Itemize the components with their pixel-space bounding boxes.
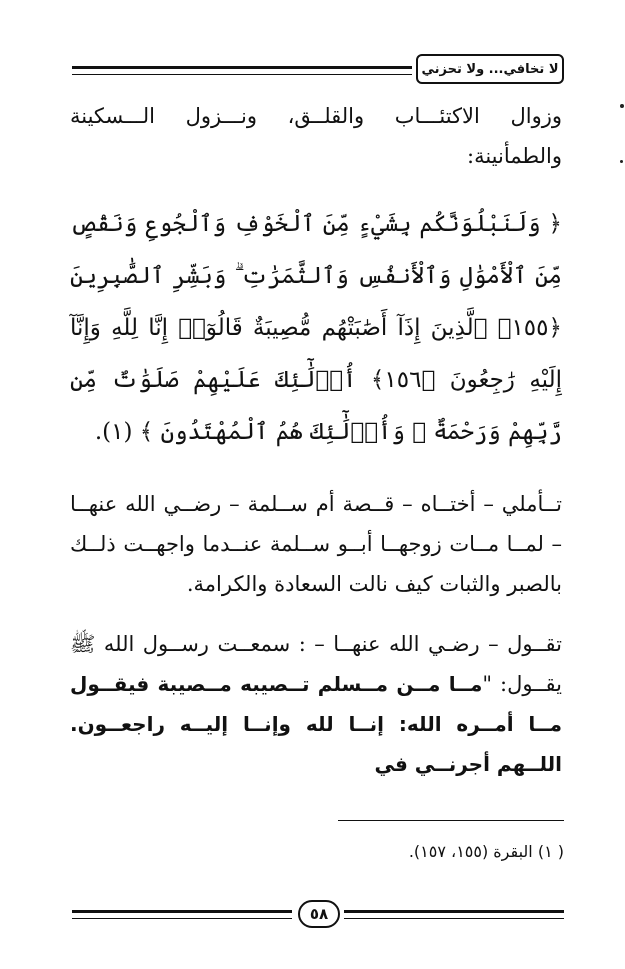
paragraph-hadith — [70, 624, 562, 784]
footer-rule — [72, 918, 292, 919]
footnote: ( ١) البقرة (١٥٥، ١٥٧). — [408, 842, 564, 861]
header-rule — [72, 66, 412, 69]
quran-verse: ﴿ وَلَنَبْلُوَنَّكُم بِشَيْءٍ مِّنَ ٱلْخَوْفِ وَٱلْجُوعِ وَنَقْصٍ مِّنَ ٱلْأَمْوَٰلِ وَٱلْأَنفُسِ وَٱلثَّمَرَٰتِ ۗ وَبَشِّرِ ٱلصَّٰبِرِينَ ﴿١٥٥﴾ ٱلَّذِينَ إِذَآ أَصَٰبَتْهُم مُّصِيبَةٌ قَالُوٓا۟ إِنَّا لِلَّهِ وَإِنَّآ إِلَيْهِ رَٰجِعُونَ ﴿١٥٦﴾ أُو۟لَٰٓئِكَ عَلَيْهِمْ صَلَوَٰتٌ مِّن رَّبِّهِمْ وَرَحْمَةٌ ۖ وَأُو۟لَٰٓئِكَ هُمُ ٱلْمُهْتَدُونَ ﴾ (١). — [70, 211, 563, 445]
hadith-intro: تقــول – رضـي الله عنهــا – : سمعــت رســول الله ﷺ يقــول: " — [70, 632, 563, 696]
paragraph-story: تــأملي – أختــاه – قــصة أم ســلمة – رضــي الله عنهــا – لمــا مــات زوجهــا أبــو ســلمة عنــدما واجهــت ذلــك بالصبر والثبات كيف نالت السعادة والكرامة. — [70, 492, 562, 596]
paragraph-intro: وزوال الاكتئـــاب والقلــق، ونـــزول الـــسكينة والطمأنينة: — [70, 104, 562, 168]
header-rule — [72, 74, 412, 75]
page-header — [72, 52, 564, 92]
running-title: لا تخافي... ولا تحزني — [416, 54, 564, 84]
page-footer — [72, 898, 564, 938]
margin-mark — [620, 160, 623, 163]
footer-rule — [344, 910, 564, 913]
page-body — [70, 96, 562, 784]
margin-mark — [620, 104, 624, 108]
footer-rule — [72, 910, 292, 913]
footer-rule — [344, 918, 564, 919]
footnote-separator — [338, 820, 564, 821]
page-number: ٥٨ — [298, 900, 340, 928]
hadith-quote: مــا مــن مــسلم تــصيبه مــصيبة فيقــول مــا أمــره الله: إنــا لله وإنــا إليــه راجعــون. اللــهم أجرنــي في — [70, 672, 562, 776]
